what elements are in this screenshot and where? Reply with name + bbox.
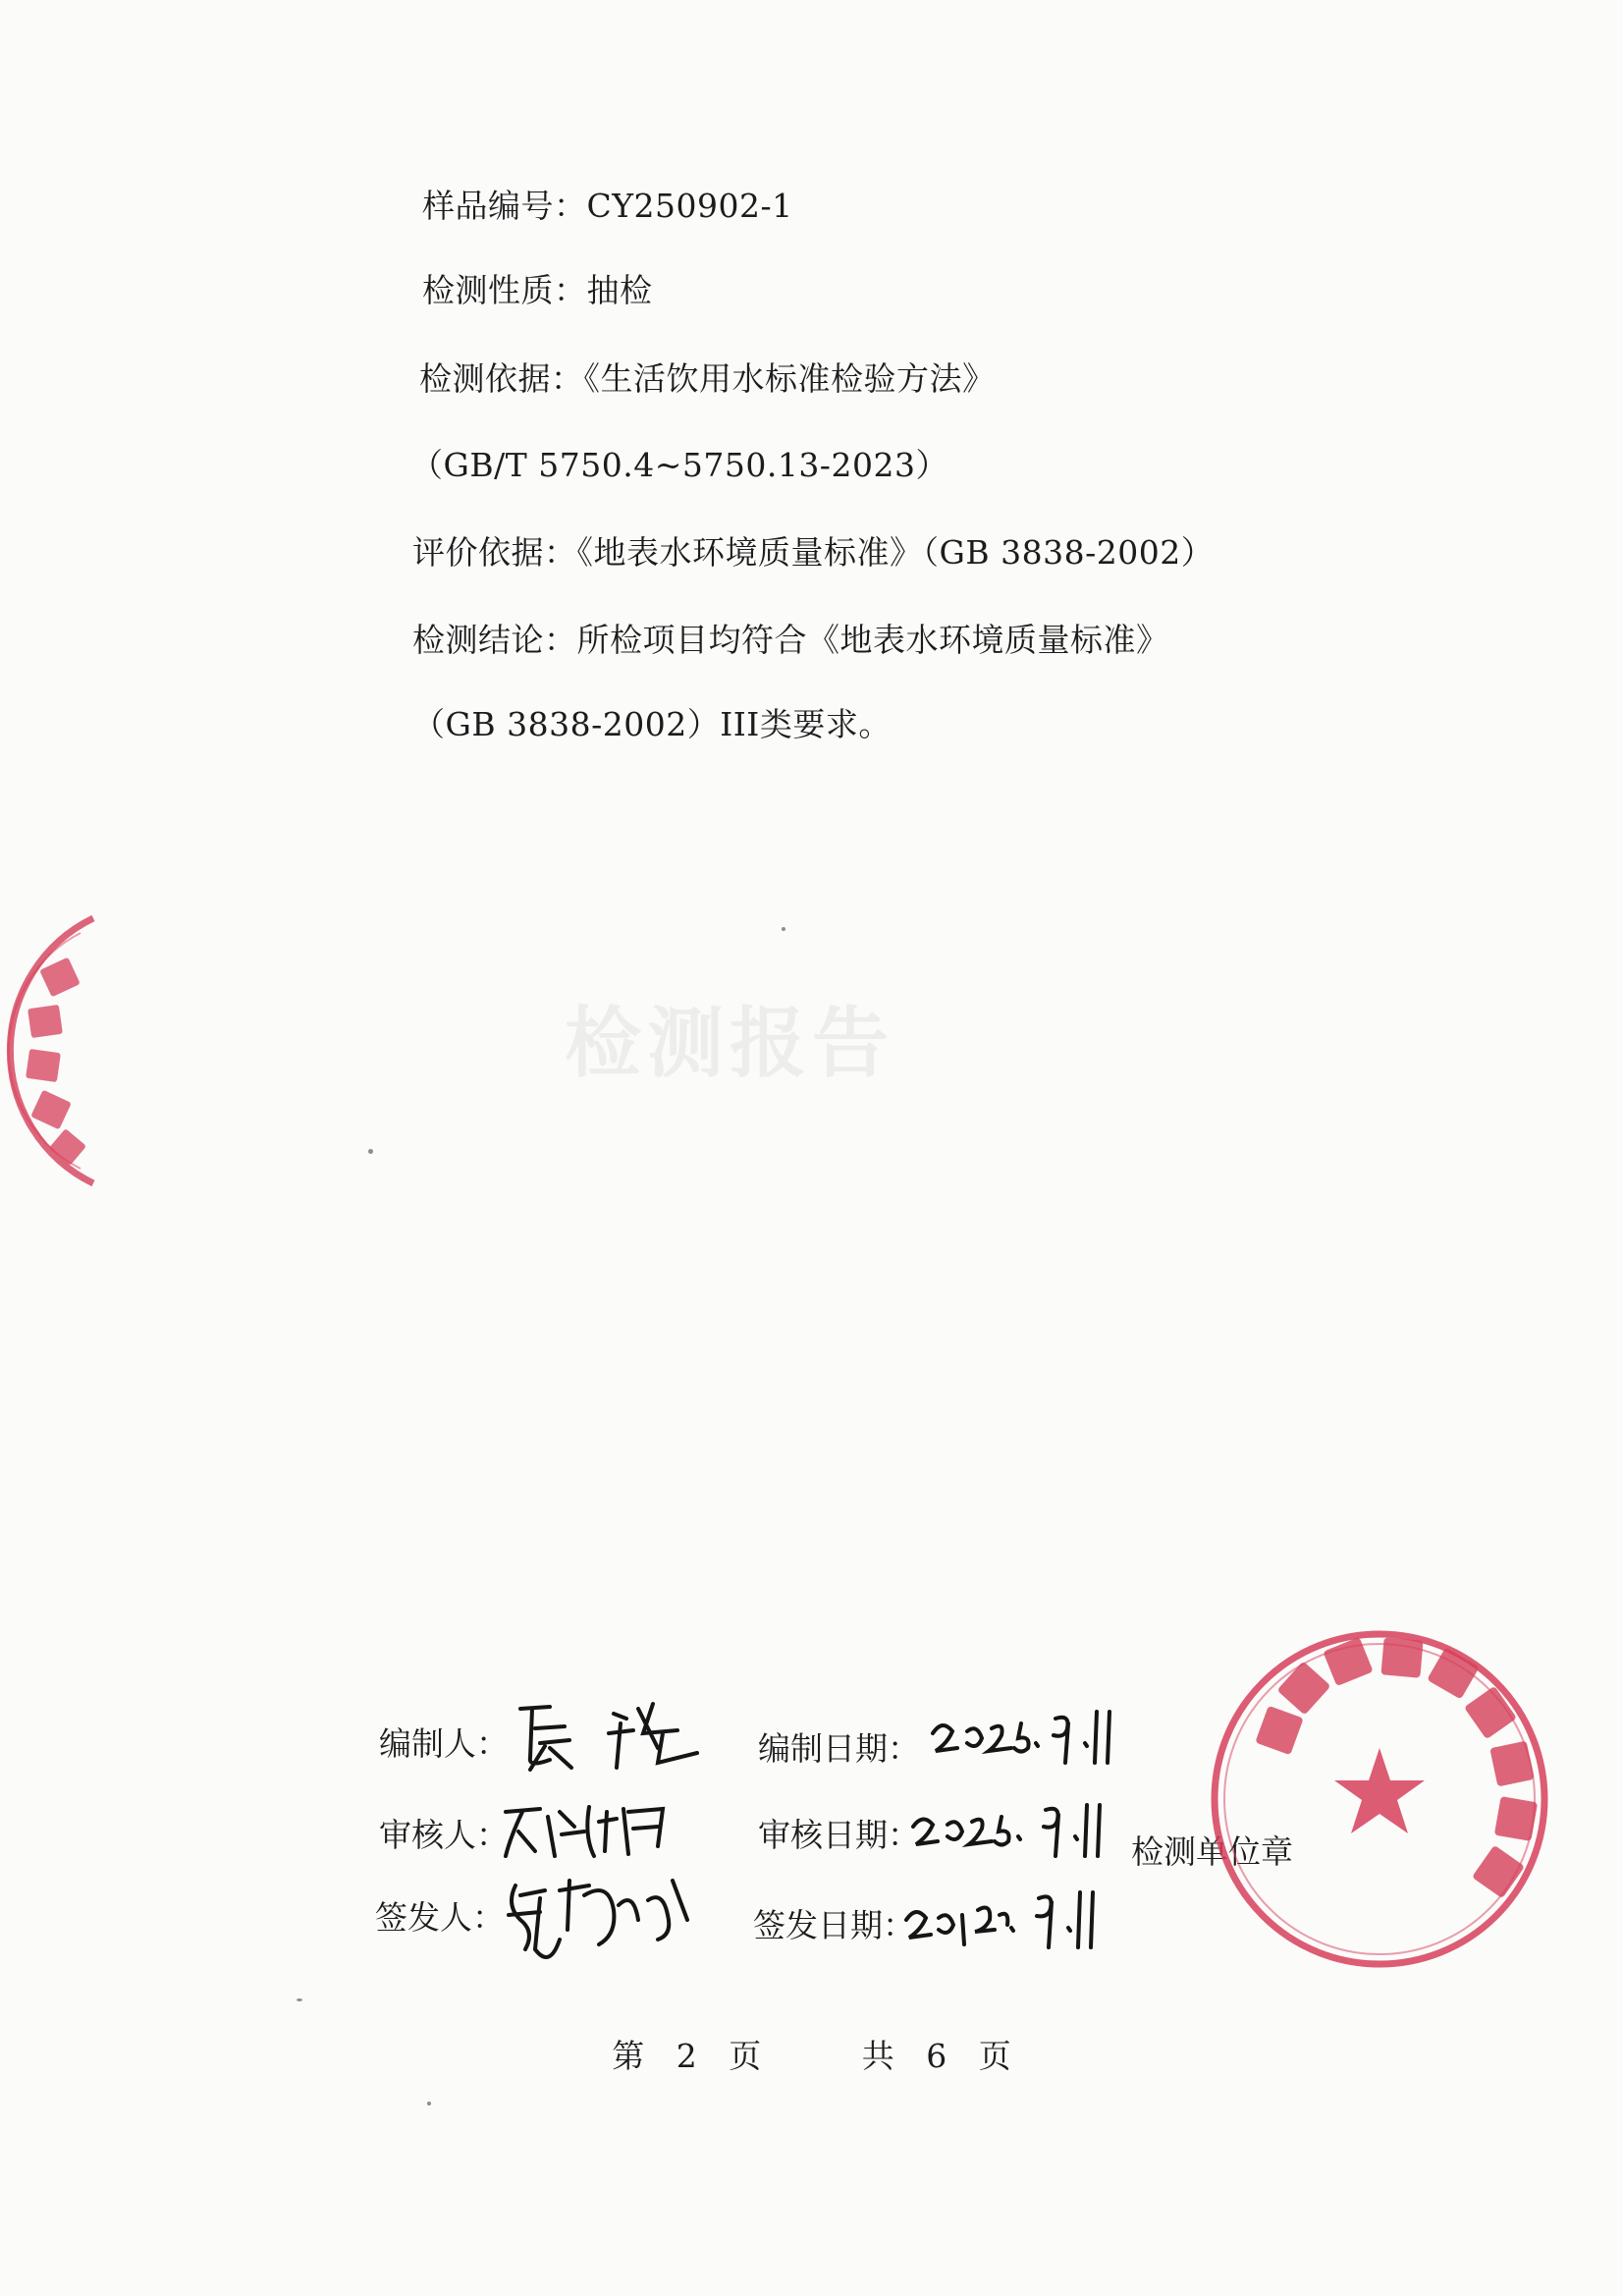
scan-speck [782, 927, 785, 931]
evaluation-basis: 评价依据：《地表水环境质量标准》（GB 3838-2002） [412, 533, 1215, 572]
total-prefix: 共 [861, 2037, 894, 2075]
unit-seal-label: 检测单位章 [1131, 1832, 1293, 1871]
total-pages: 6 [926, 2037, 947, 2075]
bleed-through-title: 检测报告 [565, 999, 895, 1088]
test-basis-standard: （GB/T 5750.4~5750.13-2023） [410, 446, 948, 484]
page-prefix: 第 [612, 2037, 645, 2075]
sample-number: 样品编号：CY250902-1 [422, 187, 793, 225]
test-basis: 检测依据：《生活饮用水标准检验方法》 [419, 359, 996, 398]
testing-unit-seal [1206, 1625, 1554, 1974]
review-date-handwritten [908, 1785, 1114, 1864]
page-suffix: 页 [729, 2037, 762, 2075]
compile-date-label: 编制日期： [758, 1729, 920, 1768]
reviewer-signature [501, 1797, 677, 1866]
compiler-signature [511, 1689, 717, 1777]
compile-date-handwritten [928, 1694, 1124, 1773]
issue-date-handwritten [901, 1871, 1108, 1959]
issue-date-label: 签发日期： [753, 1906, 915, 1944]
test-conclusion: 检测结论：所检项目均符合《地表水环境质量标准》 [412, 621, 1169, 659]
page-footer [0, 2031, 1623, 2077]
review-date-label: 审核日期： [758, 1816, 920, 1854]
test-conclusion-continued: （GB 3838-2002）III类要求。 [412, 705, 892, 743]
issuer-signature [501, 1861, 697, 1989]
partial-edge-seal [0, 908, 108, 1193]
test-nature: 检测性质：抽检 [422, 271, 653, 309]
reviewer-label: 审核人： [379, 1816, 509, 1854]
issuer-label: 签发人： [375, 1898, 505, 1937]
scan-speck [427, 2102, 431, 2105]
scan-speck [368, 1149, 373, 1154]
total-suffix: 页 [978, 2037, 1011, 2075]
compiler-label: 编制人： [379, 1724, 509, 1763]
scan-speck [297, 1998, 302, 2001]
page-number: 2 [676, 2037, 697, 2075]
